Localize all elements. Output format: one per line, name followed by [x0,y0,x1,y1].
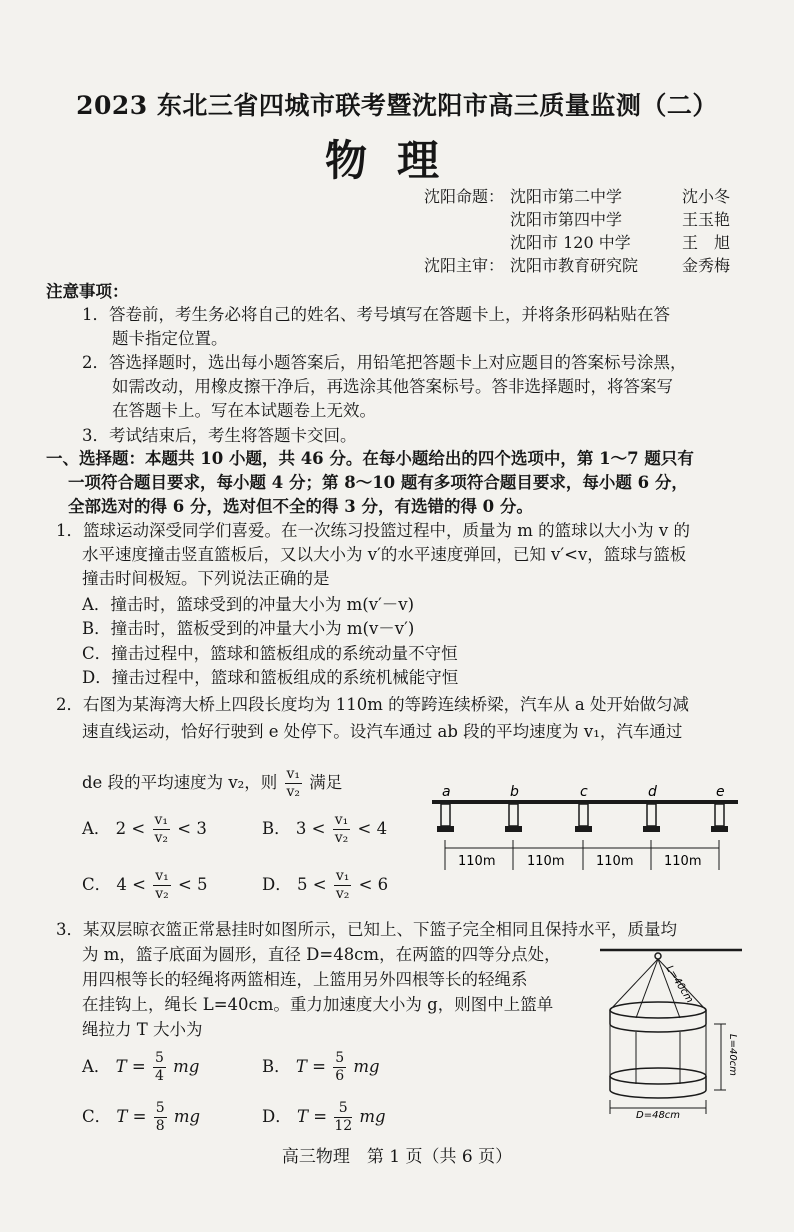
bridge-pier [437,804,454,832]
bridge-pier [575,804,592,832]
option-fraction [334,1100,352,1135]
frac-den: 12 [334,1118,353,1134]
notice-line: 2．答选择题时，选出每小题答案后，用铅笔把答题卡上对应题目的答案标号涂黑， [82,353,687,372]
credit-name: 金秀梅 [682,256,731,275]
q2-stem: 2．右图为某海湾大桥上四段长度均为 110m 的等跨连续桥梁，汽车从 a 处开始做匀减 [56,695,689,714]
option-fraction [154,1100,167,1135]
rope-length-label: L=40cm [663,963,695,1006]
option-label: C． [82,1107,112,1126]
frac-den: 6 [335,1068,345,1084]
point-label-e: e [716,784,725,800]
option-lhs: T = [295,1057,326,1076]
option-lower: 5 < [296,875,327,894]
basket-figure [596,940,746,1120]
option-ratio [153,868,171,903]
bridge-piers [437,804,728,832]
q3-stem: 3．某双层晾衣篮正常悬挂时如图所示，已知上、下篮子完全相同且保持水平，质量均 [56,920,677,939]
option-lhs: T = [115,1057,146,1076]
credit-org: 沈阳市教育研究院 [510,256,639,275]
q3-stem: 用四根等长的轻绳将两篮相连，上篮用另外四根等长的轻绳系 [82,970,528,989]
notice-line: 1．答卷前，考生务必将自己的姓名、考号填写在答题卡上，并将条形码粘贴在答 [82,305,670,324]
section-instructions: 一、选择题：本题共 10 小题，共 46 分。在每小题给出的四个选项中，第 1～7 题只有 [46,449,694,468]
ratio-num: v₁ [334,812,349,828]
q2-stem [82,766,342,801]
credit-name: 王玉艳 [682,210,731,229]
upper-basket-rim [610,1002,706,1018]
q3-stem: 为 m，篮子底面为圆形，直径 D=48cm，在两篮的四等分点处， [82,945,561,964]
option-label: B． [262,819,291,838]
page-footer: 高三物理 第 1 页（共 6 页） [281,1147,513,1167]
connecting-ropes [610,1024,706,1084]
point-label-a: a [442,784,451,800]
q1-stem: 撞击时间极短。下列说法正确的是 [82,569,330,588]
q2-ratio-num: v₁ [286,766,301,782]
option-lower: 3 < [295,819,326,838]
credit-role: 沈阳主审： [424,256,505,275]
credit-role: 沈阳命题： [424,187,505,206]
ratio-num: v₁ [155,868,169,884]
q2-stem: 速直线运动，恰好行驶到 e 处停下。设汽车通过 ab 段的平均速度为 v₁，汽车通过 [82,722,683,741]
span-label: 110m [664,854,702,869]
option-fraction [333,1050,346,1085]
q2-option-b [262,812,387,847]
ratio-den: v₂ [155,886,169,902]
option-label: B． [262,1057,291,1076]
ratio-num: v₁ [335,868,350,884]
notice-line: 如需改动，用橡皮擦干净后，再选涂其他答案标号。答非选择题时，将答案写 [112,377,673,396]
option-lhs: T = [116,1107,147,1126]
q2-stem-text: de 段的平均速度为 v₂，则 [82,773,278,792]
frac-den: 8 [155,1118,165,1134]
credit-name: 沈小冬 [682,187,731,206]
q2-stem-text: 满足 [309,773,343,792]
option-label: D． [262,875,292,894]
option-lower: 2 < [115,819,146,838]
credit-name: 王 旭 [682,233,731,252]
bridge-figure [428,782,744,878]
notice-heading: 注意事项： [46,282,129,301]
frac-num: 5 [335,1050,345,1066]
frac-num: 5 [155,1100,165,1116]
point-label-b: b [510,784,519,800]
option-label: A． [82,1057,111,1076]
span-label: 110m [596,854,634,869]
section-instructions: 一项符合题目要求，每小题 4 分；第 8～10 题有多项符合题目要求，每小题 6 分， [68,473,688,492]
option-label: C． [82,875,112,894]
point-label-c: c [580,784,588,800]
q3-option-d [262,1100,386,1135]
notice-line: 在答题卡上。写在本试题卷上无效。 [112,401,376,420]
option-upper: < 6 [358,875,389,894]
q3-option-b [262,1050,380,1085]
option-rhs: mg [353,1057,380,1076]
notice-line: 3．考试结束后，考生将答题卡交回。 [82,426,357,445]
bridge-pier [643,804,660,832]
option-fraction [153,1050,166,1085]
option-ratio [153,812,171,847]
frac-num: 5 [334,1100,352,1118]
frac-num: 5 [155,1050,164,1066]
ratio-num: v₁ [154,812,169,828]
option-upper: < 5 [177,875,208,894]
span-label: 110m [458,854,496,869]
point-label-d: d [648,784,657,800]
exam-title: 2023 东北三省四城市联考暨沈阳市高三质量监测（二） [76,91,718,120]
option-ratio [333,812,351,847]
credit-org: 沈阳市第二中学 [510,187,623,206]
q2-ratio [285,766,303,801]
bridge-pier [505,804,522,832]
option-label: D． [262,1107,292,1126]
ratio-den: v₂ [334,830,349,846]
ratio-den: v₂ [154,830,169,846]
span-label: 110m [527,854,565,869]
option-rhs: mg [359,1107,386,1126]
lower-basket-rim [610,1068,706,1084]
q2-option-a [82,812,207,847]
subject-title: 物理 [324,136,469,185]
option-lhs: T = [296,1107,328,1126]
frac-den: 4 [155,1068,164,1084]
q2-option-c [82,868,208,903]
ratio-den: v₂ [335,886,350,902]
section-instructions: 全部选对的得 6 分，选对但不全的得 3 分，有选错的得 0 分。 [68,497,533,516]
option-rhs: mg [173,1057,200,1076]
q2-ratio-den: v₂ [286,784,301,800]
option-upper: < 4 [357,819,388,838]
q1-option-a: A．撞击时，篮球受到的冲量大小为 m(v′－v) [82,595,415,614]
q3-option-a [82,1050,199,1085]
option-ratio [334,868,352,903]
diameter-label: D=48cm [636,1110,681,1120]
hook [655,953,661,959]
q1-option-d: D．撞击过程中，篮球和篮板组成的系统机械能守恒 [82,668,459,687]
q3-stem: 绳拉力 T 大小为 [82,1020,203,1039]
q1-stem: 1．篮球运动深受同学们喜爱。在一次练习投篮过程中，质量为 m 的篮球以大小为 v 的 [56,521,690,540]
notice-line: 题卡指定位置。 [112,329,228,348]
q3-option-c [82,1100,200,1135]
q1-option-c: C．撞击过程中，篮球和篮板组成的系统动量不守恒 [82,644,458,663]
option-lower: 4 < [116,875,146,894]
q1-option-b: B．撞击时，篮板受到的冲量大小为 m(v－v′) [82,619,415,638]
option-rhs: mg [173,1107,201,1126]
bridge-pier [711,804,728,832]
credit-org: 沈阳市 120 中学 [510,233,631,252]
q2-option-d [262,868,388,903]
upper-ropes [610,959,706,1018]
credit-org: 沈阳市第四中学 [510,210,623,229]
option-upper: < 3 [177,819,207,838]
upper-basket-side [610,1010,706,1032]
q1-stem: 水平速度撞击竖直篮板后，又以大小为 v′的水平速度弹回，已知 v′<v，篮球与篮板 [82,545,687,564]
gap-length-label: L=40cm [727,1034,738,1076]
q3-stem: 在挂钩上，绳长 L=40cm。重力加速度大小为 g，则图中上篮单 [82,995,554,1014]
option-label: A． [82,819,111,838]
lower-basket-side [610,1076,706,1098]
